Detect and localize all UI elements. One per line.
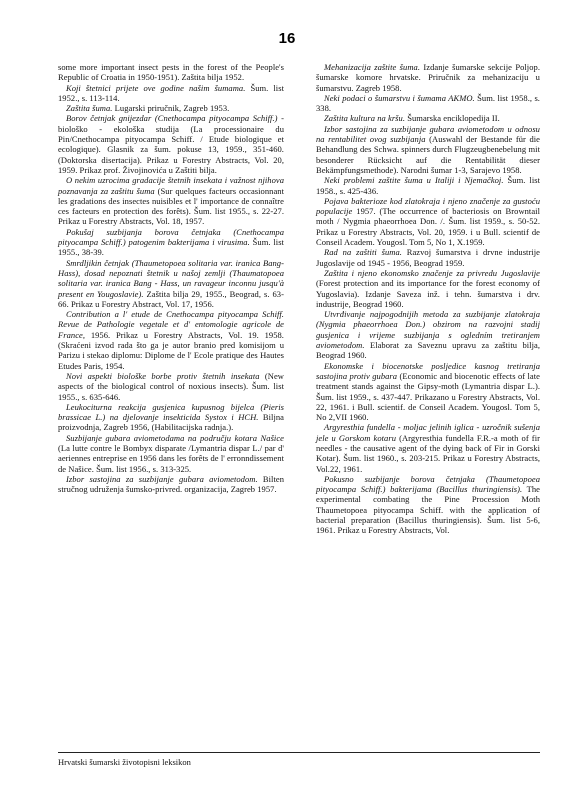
entry-details: Šum. list 1955., 38-39. bbox=[58, 237, 284, 258]
entry-details: Razvoj šumarstva i drvne industrije Jugoslavije od 1945 - 1956, Beograd 1959. bbox=[316, 247, 540, 268]
entry-details: (Forest protection and its importance for the forest economy of Yugoslavia). Izdanje Saveza inž. i tehn. šumarstva i drv. industrije, Beograd 1960. bbox=[316, 278, 540, 309]
entry-title: Suzbijanje gubara aviometodama na području kotara Našice bbox=[66, 432, 284, 443]
left-column bbox=[58, 62, 284, 494]
entry-title: Zaštita šuma. bbox=[66, 103, 113, 114]
entry-details: (Auswahl der Bestande für die Behandlung des Schwa. spinners durch Flugzeugbenebelung mit besonderer Rücksicht auf die Rentabilität dieser Bekämpfungsmethode). Narodni šumar 1-3, Sarajevo 1958. bbox=[316, 134, 541, 175]
entry-title: Pojava bakterioze kod zlatokraja i njeno značenje za gustoću populacije bbox=[316, 195, 540, 217]
bibliography-entry bbox=[58, 113, 284, 175]
entry-title: O nekim uzrocima gradacije štetnih insekata i važnost njihova poznavanja za zaštitu šuma bbox=[58, 175, 284, 196]
entry-title: Borov četnjak gnijezdar (Cnethocampa pityocampa Schiff.) bbox=[66, 113, 278, 124]
entry-title: Zaštita i njeno ekonomsko značenje za privredu Jugoslavije bbox=[324, 267, 540, 278]
bibliography-entry bbox=[316, 361, 540, 423]
entry-title: Utvrđivanje najpogodnijih metoda za suzbijanje zlatokraja (Nygmia phaeorrhoea Don.) obzirom na razvojni stadij gusjenica i vrijeme suzbijanja s ogledním tretiranjem aviometodom. bbox=[316, 309, 540, 351]
entry-title: Izbor sastojina za suzbijanje gubara aviometodom. bbox=[66, 473, 258, 484]
bibliography-entry bbox=[316, 309, 540, 360]
entry-details: 1957. (The occurrence of bacteriosis on Browntail moth / Nygmia phaeorrhoea Don. /. Šum. list 1959., s. 50-52. Prikaz u Forestry Abstracts, Vol. 20, 1959. i u Bull. scientif de Conseil Academ. Yougosl. Tom 5, No 1, X.1959. bbox=[316, 206, 540, 248]
bibliography-entry bbox=[58, 474, 284, 495]
page-number: 16 bbox=[278, 30, 296, 47]
entry-details: Bilten stručnog udruženja šumsko-privred. organizacija, Zagreb 1957. bbox=[58, 473, 284, 495]
entry-details: (New aspects of the biological control of noxious insects). Šum. list 1955., s. 635-646. bbox=[58, 370, 284, 402]
entry-details: Biljna proizvodnja, Zagreb 1956, (Habilitacijska radnja.). bbox=[58, 412, 284, 433]
entry-title: Ekonomske i biocenotske posljedice kasnog tretiranja sastojina protiv gubara bbox=[316, 360, 540, 381]
entry-title: Izbor sastojina za suzbijanje gubara aviometodom u odnosu na rentabilitet ovog suzbijanja bbox=[316, 123, 540, 145]
bibliography-entry bbox=[316, 175, 540, 196]
entry-details: (Argyresthia fundella F.R.-a moth of fir needles - the causative agent of the dying back of Fir in Gorski Kotar). Šum. list 1960., s. 203-215. Prikaz u Forestry Abstracts, Vol.22, 1961. bbox=[316, 432, 540, 474]
entry-details: Izdanje šumarske sekcije Poljop. šumarske komore hrvatske. Priručnik za mehanizaciju u šumarstvu. Zagreb 1958. bbox=[316, 62, 540, 93]
entry-title: Neki problemi zaštite šuma u Italiji i Njemačkoj. bbox=[324, 175, 504, 186]
bibliography-entry bbox=[316, 247, 540, 268]
bibliography-entry bbox=[58, 309, 284, 371]
bibliography-entry bbox=[58, 103, 284, 113]
entry-title: Smrdljikin četnjak (Thaumetopoea solitaria var. iranica Bang-Hass), dosad nepoznati štetnik u našoj zemlji (Thaumatopoea solitaria var. iranica Bang - Hass, un ravageur inconnu jusqu'à present en Yougoslavie). bbox=[58, 257, 284, 299]
entry-details: Šum. list 1952., s. 113-114. bbox=[58, 82, 284, 103]
entry-title: Rad na zaštiti šuma. bbox=[324, 247, 402, 258]
entry-details: Šum. list 1958., s. 338. bbox=[316, 92, 540, 114]
entry-details: The experimental combating the Pine Procession Moth Thaumetopoea pityocampa Schiff. with the application of bacterial preparation (Bacillus thuringiensis). Šum. list 5-6, 1961. Prikaz u Forestry Abstracts, Vol. bbox=[316, 484, 540, 536]
bibliography-entry bbox=[58, 62, 284, 83]
entry-details: 1956. Prikaz u Forestry Abstracts, Vol. 19. 1958. (Skraćeni izvod rada što ga je autor branio pred komisijom u Parizu i stekao diplomu: Diplome de l' Ecole pratique des Hautes Etudes Paris, 1954. bbox=[58, 329, 284, 371]
bibliography-entry bbox=[58, 175, 284, 226]
footer-divider bbox=[58, 752, 540, 753]
bibliography-entry bbox=[316, 113, 540, 123]
bibliography-entry bbox=[58, 227, 284, 258]
bibliography-entry bbox=[316, 62, 540, 93]
entry-title: Pokusno suzbijanje borova četnjaka (Thaumetopoea pityocampa Schiff.) bakterijama (Bacillus thuringiensis). bbox=[316, 473, 540, 495]
entry-details: (La lutte contre le Bombyx disparate /Lymantria dispar L./ par d' aeriennes entreprise en 1956 dans les forêts de l' erronndissement de Našice. Šum. list 1956., s. 313-325. bbox=[58, 442, 284, 474]
entry-details: (Sur quelques facteurs occasionnant les gradations des insectes nuisibles et l' importance de connaître ces facteurs en protection des forêts). Šum. list 1955., s. 22-27. Prikaz u Forestry Abstracts, Vol. 18, 1957. bbox=[58, 185, 284, 227]
entry-details: Elaborat za Saveznu upravu za zaštitu bilja, Beograd 1960. bbox=[316, 340, 540, 361]
entry-details: - biološko - ekološka studija (La processionaire du Pin/Cnethocampa pityocampa Schiff. / Etude biologique et ecologique). Glasnik za šum. pokuse 13, 1959., 351-460. (Doktorska disertacija). Prikaz u Forestry Abstracts, Vol. 20, 1959. Prikaz prof. Živojinovića u Zaštiti bilja. bbox=[58, 113, 284, 175]
entry-title: Zaštita kultura na kršu. bbox=[324, 113, 406, 124]
entry-title: Leukociturna reakcija gusjenica kupusnog bijelca (Pieris brassicae L.) na djelovanje insekticida Systox i HCH. bbox=[58, 401, 284, 423]
entry-title: Novi aspekti biološke borbe protiv štetnih insekata bbox=[66, 370, 260, 381]
entry-title: Argyresthia fundella - moljac jelinih iglica - uzročnik sušenja jele u Gorskom kotaru bbox=[316, 422, 540, 443]
bibliography-entry bbox=[316, 93, 540, 114]
bibliography-entry bbox=[316, 124, 540, 175]
bibliography-entry bbox=[58, 402, 284, 433]
bibliography-entry bbox=[58, 258, 284, 309]
bibliography-entry bbox=[316, 422, 540, 473]
entry-title: Contribution a l' etude de Cnethocampa pityocampa Schiff. Revue de Pathologie vegetale et d' entomologie agricole de France, bbox=[58, 309, 284, 340]
bibliography-entry bbox=[58, 371, 284, 402]
entry-title: Pokušaj suzbijanja borova četnjaka (Cnethocampa pityocampa Schiff.) patogenim bakterijama i virusima. bbox=[58, 226, 284, 248]
entry-title: Mehanizacija zaštite šuma. bbox=[324, 62, 421, 72]
entry-details: Lugarski priručnik, Zagreb 1953. bbox=[114, 103, 230, 114]
bibliography-entry bbox=[316, 474, 540, 536]
entry-details: some more important insect pests in the forest of the People's Republic of Croatia in 1950-1951). Zaštita bilja 1952. bbox=[58, 62, 284, 83]
entry-details: Šum. list 1958., s. 425-436. bbox=[316, 175, 540, 196]
entry-title: Neki podaci o šumarstvu i šumama AKMO. bbox=[324, 92, 475, 103]
entry-title: Koji štetnici prijete ove godine našim šumama. bbox=[66, 82, 246, 93]
footer-text: Hrvatski šumarski životopisni leksikon bbox=[58, 757, 191, 767]
bibliography-entry bbox=[58, 83, 284, 104]
entry-details: Zaštita bilja 29, 1955., Beograd, s. 63-66. Prikaz u Forestry Abstract, Vol. 17, 1956. bbox=[58, 288, 284, 309]
entry-details: (Economic and biocenotic effects of late treatment stands against the Gipsy-moth (Lymantria dispar L.). Šum. list 1959., s. 437-447. Prikazano u Forestry Abstracts, Vol. 22, 1961. i Bull. scientif. de Conseil Academ. Yougosl. Tom 5, No 2,VII 1960. bbox=[316, 370, 540, 423]
bibliography-entry bbox=[316, 196, 540, 247]
bibliography-entry bbox=[316, 268, 540, 309]
right-column bbox=[316, 62, 540, 536]
entry-details: Šumarska enciklopedija II. bbox=[407, 113, 500, 124]
bibliography-entry bbox=[58, 433, 284, 474]
